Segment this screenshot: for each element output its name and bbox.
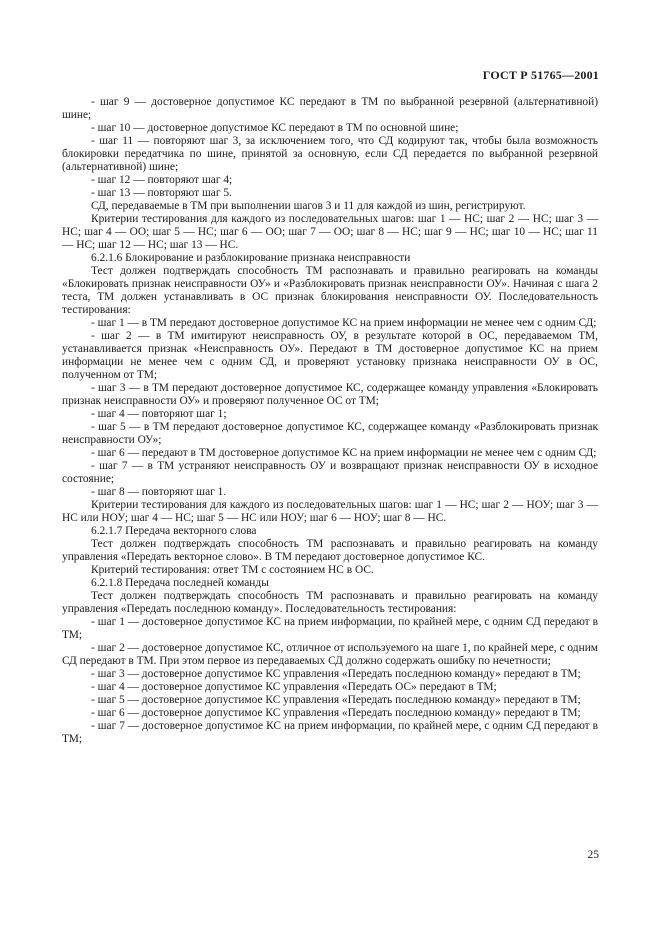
paragraph: Критерий тестирования: ответ ТМ с состоянием НС в ОС. [91, 564, 374, 576]
paragraph: - шаг 1 — достоверное допустимое КС на прием информации, по крайней мере, с одним СД передают в ТМ; [62, 616, 598, 641]
paragraph: Критерии тестирования для каждого из последовательных шагов: шаг 1 — НС; шаг 2 — НОУ; шаг 3 — НС или НОУ; шаг 4 — НС; шаг 5 — НС или НОУ; шаг 6 — НОУ; шаг 8 — НС. [62, 499, 598, 524]
paragraph: - шаг 7 — достоверное допустимое КС на прием информации, по крайней мере, с одним СД передают в ТМ; [62, 720, 598, 745]
paragraph: - шаг 5 — достоверное допустимое КС управления «Передать последнюю команду» передают в ТМ; [91, 694, 581, 706]
paragraph: Тест должен подтверждать способность ТМ распознавать и правильно реагировать на команду управления «Передать векторное слово». В ТМ передают достоверное допустимое КС. [62, 538, 598, 563]
paragraph: - шаг 2 — достоверное допустимое КС, отличное от используемого на шаге 1, по крайней мере, с одним СД передают в ТМ. При этом первое из передаваемых СД должно содержать ошибку по нечетности; [62, 642, 598, 667]
paragraph: - шаг 6 — достоверное допустимое КС управления «Передать последнюю команду» передают в ТМ; [91, 707, 581, 719]
paragraph: - шаг 5 — в ТМ передают достоверное допустимое КС, содержащее команду «Разблокировать признак неисправности ОУ»; [62, 421, 598, 446]
paragraph: - шаг 9 — достоверное допустимое КС передают в ТМ по выбранной резервной (альтернативной) шине; [62, 96, 598, 121]
paragraph: - шаг 11 — повторяют шаг 3, за исключением того, что СД кодируют так, чтобы была возможность блокировки передатчика по шине, принятой за основную, если СД передается по выбранной резервной (альтернативной) шине; [62, 135, 598, 173]
section-heading: 6.2.1.8 Передача последней команды [91, 577, 269, 589]
paragraph: - шаг 4 — достоверное допустимое КС управления «Передать ОС» передают в ТМ; [91, 681, 497, 693]
document-code: ГОСТ Р 51765—2001 [482, 68, 599, 82]
section-heading: 6.2.1.7 Передача векторного слова [91, 525, 257, 537]
paragraph: Тест должен подтверждать способность ТМ распознавать и правильно реагировать на команду управления «Передать последнюю команду». Последовательность тестирования: [62, 590, 598, 615]
paragraph: - шаг 3 — в ТМ передают достоверное допустимое КС, содержащее команду управления «Блокировать признак неисправности ОУ» и проверяют полученное ОС от ТМ; [62, 382, 598, 407]
page-number: 25 [587, 849, 599, 861]
paragraph: СД, передаваемые в ТМ при выполнении шагов 3 и 11 для каждой из шин, регистрируют. [91, 200, 526, 212]
paragraph: - шаг 13 — повторяют шаг 5. [91, 187, 232, 199]
paragraph: Критерии тестирования для каждого из последовательных шагов: шаг 1 — НС; шаг 2 — НС; шаг 3 — НС; шаг 4 — ОО; шаг 5 — НС; шаг 6 — ОО; шаг 7 — ОО; шаг 8 — НС; шаг 9 — НС; шаг 10 — НС; шаг 11 — НС; шаг 12 — НС; шаг 13 — НС. [62, 213, 598, 251]
paragraph: - шаг 1 — в ТМ передают достоверное допустимое КС на прием информации не менее чем с одним СД; [91, 317, 597, 329]
paragraph: - шаг 6 — передают в ТМ достоверное допустимое КС на прием информации не менее чем с одним СД; [91, 447, 597, 459]
paragraph: Тест должен подтверждать способность ТМ распознавать и правильно реагировать на команды «Блокировать признак неисправности ОУ» и «Разблокировать признак неисправности ОУ». Начиная с шага 2 теста, ТМ должен устанавливать в ОС признак блокирования неисправности ОУ. Последовательность тестирования: [62, 265, 598, 316]
paragraph: - шаг 7 — в ТМ устраняют неисправность ОУ и возвращают признак неисправности ОУ в исходное состояние; [62, 460, 598, 485]
paragraph: - шаг 12 — повторяют шаг 4; [91, 174, 233, 186]
paragraph: - шаг 3 — достоверное допустимое КС управления «Передать последнюю команду» передают в ТМ; [91, 668, 581, 680]
paragraph: - шаг 10 — достоверное допустимое КС передают в ТМ по основной шине; [91, 122, 459, 134]
section-heading: 6.2.1.6 Блокирование и разблокирование признака неисправности [91, 252, 411, 264]
body-text [62, 96, 598, 746]
paragraph: - шаг 4 — повторяют шаг 1; [91, 408, 227, 420]
paragraph: - шаг 2 — в ТМ имитируют неисправность ОУ, в результате которой в ОС, передаваемом ТМ, устанавливается признак «Неисправность ОУ». Передают в ТМ достоверное допустимое КС на прием информации не менее чем с одним СД, и проверяют установку признака неисправности ОУ в ОС, полученном от ТМ; [62, 330, 598, 381]
paragraph: - шаг 8 — повторяют шаг 1. [91, 486, 227, 498]
